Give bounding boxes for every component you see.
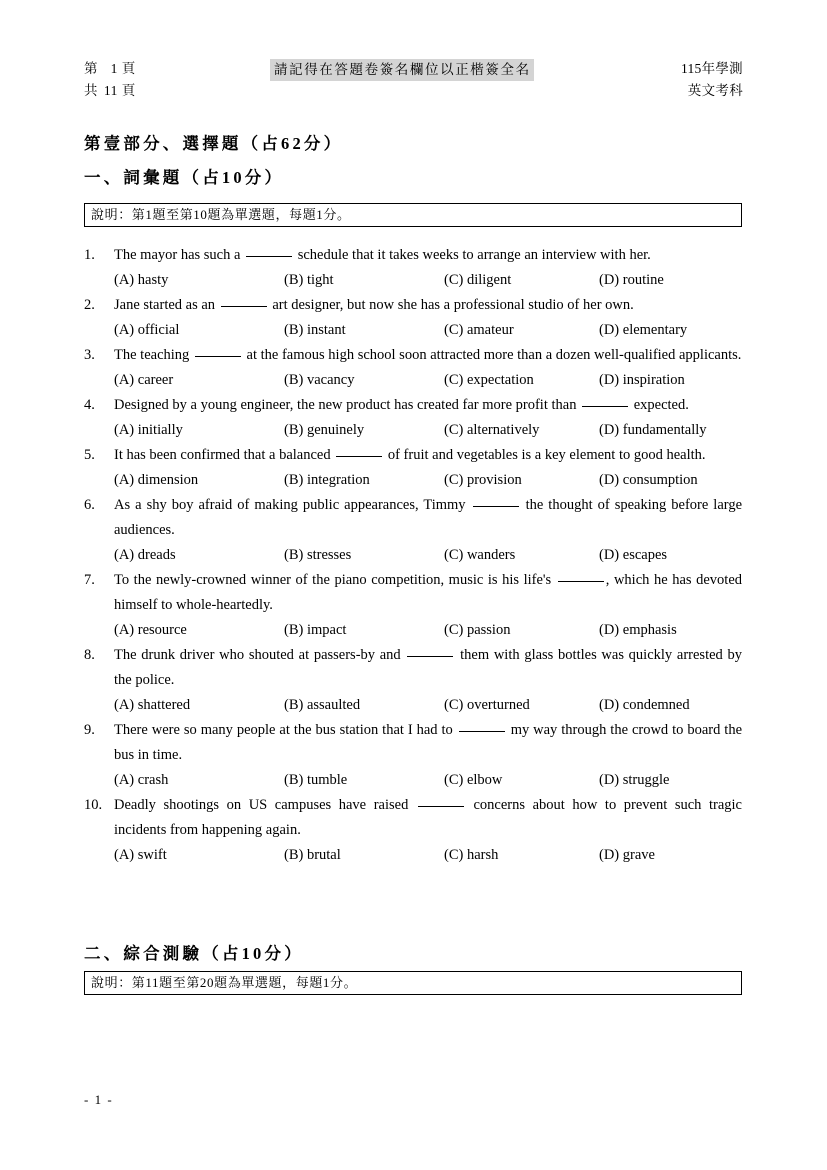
answer-blank [418, 806, 464, 807]
option-choice[interactable]: (D) fundamentally [599, 422, 707, 438]
option-choice[interactable]: (B) genuinely [284, 422, 365, 438]
question-item [84, 493, 742, 568]
exam-subject: 英文考科 [687, 83, 743, 98]
option-choice[interactable]: (A) dimension [114, 472, 199, 488]
stem-text-after-blank: schedule that it takes weeks to arrange an interview with her. [297, 247, 651, 263]
section-2-instruction-box: 說明：第11題至第20題為單選題，每題1分。 [84, 971, 742, 995]
option-choice[interactable]: (D) grave [599, 847, 655, 863]
stem-text-after-blank: art designer, but now she has a professional studio of her own. [272, 297, 634, 313]
question-item [84, 293, 742, 343]
stem-text-before-blank: Deadly shootings on US campuses have raised [114, 797, 409, 813]
total-page-prefix: 共 [84, 83, 98, 98]
option-choice[interactable]: (C) expectation [444, 372, 534, 388]
option-choice[interactable]: (B) tight [284, 272, 334, 288]
question-number: 3. [84, 347, 95, 363]
answer-blank [246, 256, 292, 257]
section-2-heading: 二、綜合測驗（占10分） [84, 944, 304, 963]
question-item [84, 643, 742, 718]
option-choice[interactable]: (A) crash [114, 772, 169, 788]
option-choice[interactable]: (B) instant [284, 322, 346, 338]
stem-text-before-blank: There were so many people at the bus station that I had to [114, 722, 453, 738]
option-choice[interactable]: (B) tumble [284, 772, 348, 788]
option-choice[interactable]: (A) career [114, 372, 174, 388]
question-number: 6. [84, 497, 95, 513]
question-number: 9. [84, 722, 95, 738]
option-row [114, 543, 742, 568]
question-stem [114, 718, 742, 768]
question-number: 5. [84, 447, 95, 463]
stem-text-after-blank: my way through the crowd to board the bus in time. [114, 722, 743, 763]
question-stem [114, 243, 742, 268]
stem-text-after-blank: concerns about how to prevent such tragic incidents from happening again. [114, 797, 742, 838]
option-choice[interactable]: (D) emphasis [599, 622, 677, 638]
question-item [84, 568, 742, 643]
section-1-instruction-box: 說明：第1題至第10題為單選題，每題1分。 [84, 203, 742, 227]
option-choice[interactable]: (D) condemned [599, 697, 690, 713]
option-row [114, 418, 742, 443]
question-stem [114, 393, 742, 418]
option-choice[interactable]: (C) overturned [444, 697, 530, 713]
option-row [114, 318, 742, 343]
question-number: 7. [84, 572, 95, 588]
option-choice[interactable]: (B) brutal [284, 847, 341, 863]
option-row [114, 618, 742, 643]
total-page-line [84, 80, 136, 102]
answer-blank [221, 306, 267, 307]
total-page-number: 11 [103, 83, 118, 98]
signature-notice: 請記得在答題卷簽名欄位以正楷簽全名 [270, 59, 534, 81]
option-choice[interactable]: (C) harsh [444, 847, 499, 863]
option-row [114, 768, 742, 793]
question-number: 2. [84, 297, 95, 313]
stem-text-after-blank: expected. [633, 397, 689, 413]
option-choice[interactable]: (A) initially [114, 422, 183, 438]
option-choice[interactable]: (C) elbow [444, 772, 503, 788]
stem-text-after-blank: them with glass bottles was quickly arrested by the police. [114, 647, 742, 688]
stem-text-before-blank: The mayor has such a [114, 247, 241, 263]
stem-text-after-blank: the thought of speaking before large audiences. [114, 497, 743, 538]
current-page-number: 1 [110, 61, 118, 76]
question-number: 8. [84, 647, 95, 663]
question-stem [114, 568, 742, 618]
question-list [84, 243, 742, 868]
page-header [84, 58, 743, 104]
option-choice[interactable]: (D) inspiration [599, 372, 685, 388]
question-item [84, 718, 742, 793]
stem-text-before-blank: As a shy boy afraid of making public appearances, Timmy [114, 497, 466, 513]
option-choice[interactable]: (C) amateur [444, 322, 514, 338]
question-item [84, 443, 742, 493]
exam-identifier [681, 58, 743, 102]
question-stem [114, 293, 742, 318]
option-choice[interactable]: (A) swift [114, 847, 167, 863]
option-row [114, 468, 742, 493]
option-row [114, 693, 742, 718]
current-page-suffix: 頁 [121, 61, 136, 76]
stem-text-before-blank: To the newly-crowned winner of the piano competition, music is his life's [114, 572, 552, 588]
option-choice[interactable]: (B) stresses [284, 547, 352, 563]
answer-blank [558, 581, 604, 582]
option-choice[interactable]: (C) wanders [444, 547, 516, 563]
stem-text-after-blank: of fruit and vegetables is a key element to good health. [387, 447, 706, 463]
option-choice[interactable]: (A) hasty [114, 272, 169, 288]
option-choice[interactable]: (D) consumption [599, 472, 698, 488]
question-stem [114, 443, 742, 468]
option-choice[interactable]: (C) diligent [444, 272, 512, 288]
answer-blank [407, 656, 453, 657]
question-stem [114, 643, 742, 693]
option-choice[interactable]: (C) passion [444, 622, 511, 638]
answer-blank [195, 356, 241, 357]
option-choice[interactable]: (A) shattered [114, 697, 191, 713]
option-row [114, 368, 742, 393]
page-count-block [84, 58, 136, 102]
question-item [84, 793, 742, 868]
option-choice[interactable]: (D) routine [599, 272, 664, 288]
answer-blank [473, 506, 519, 507]
option-choice[interactable]: (D) escapes [599, 547, 668, 563]
section-1-heading: 一、詞彙題（占10分） [84, 168, 285, 187]
question-item [84, 393, 742, 443]
stem-text-before-blank: It has been confirmed that a balanced [114, 447, 331, 463]
question-number: 1. [84, 247, 95, 263]
stem-text-before-blank: The drunk driver who shouted at passers-by and [114, 647, 401, 663]
option-choice[interactable]: (B) vacancy [284, 372, 355, 388]
option-choice[interactable]: (D) struggle [599, 772, 670, 788]
question-stem [114, 343, 742, 368]
option-row [114, 268, 742, 293]
question-item [84, 243, 742, 293]
current-page-line [84, 58, 136, 80]
option-choice[interactable]: (B) assaulted [284, 697, 361, 713]
question-number: 10. [84, 797, 103, 813]
answer-blank [582, 406, 628, 407]
current-page-prefix: 第 [84, 61, 98, 76]
option-choice[interactable]: (B) integration [284, 472, 370, 488]
stem-text-before-blank: Designed by a young engineer, the new product has created far more profit than [114, 397, 577, 413]
option-choice[interactable]: (C) provision [444, 472, 522, 488]
option-choice[interactable]: (B) impact [284, 622, 347, 638]
stem-text-before-blank: The teaching [114, 347, 190, 363]
stem-text-after-blank: , which he has devoted himself to whole-heartedly. [114, 572, 743, 613]
total-page-suffix: 頁 [121, 83, 136, 98]
stem-text-before-blank: Jane started as an [114, 297, 216, 313]
option-choice[interactable]: (D) elementary [599, 322, 688, 338]
question-number: 4. [84, 397, 95, 413]
page-footer: - 1 - [84, 1092, 114, 1107]
stem-text-after-blank: at the famous high school soon attracted more than a dozen well-qualified applicants. [246, 347, 742, 363]
option-choice[interactable]: (A) resource [114, 622, 187, 638]
question-stem [114, 793, 742, 843]
answer-blank [336, 456, 382, 457]
question-stem [114, 493, 742, 543]
part-heading: 第壹部分、選擇題（占62分） [84, 134, 344, 153]
option-row [114, 843, 742, 868]
question-item [84, 343, 742, 393]
option-choice[interactable]: (C) alternatively [444, 422, 540, 438]
option-choice[interactable]: (A) official [114, 322, 180, 338]
exam-year: 115年學測 [680, 61, 743, 76]
option-choice[interactable]: (A) dreads [114, 547, 176, 563]
answer-blank [459, 731, 505, 732]
